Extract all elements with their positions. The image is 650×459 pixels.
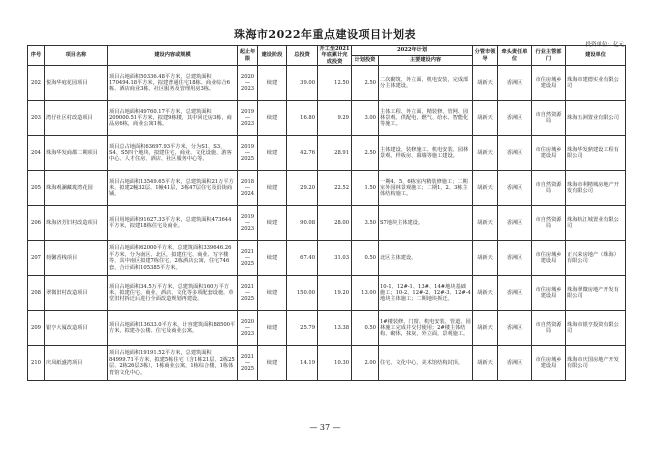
row-end-year: 2023	[240, 226, 255, 233]
row-seq: 207	[28, 241, 45, 276]
row-period-dash: —	[244, 360, 251, 367]
header-plan-invest: 计划投资	[352, 56, 379, 66]
row-plan-content: 一期4、5、6栋室内精装修施工；二期室外园林景观施工；二期1、2、3栋主体结构施工。	[379, 171, 473, 206]
header-cumulative: 开工至2021年底累计完成投资	[319, 46, 350, 65]
header-name: 项目名称	[45, 46, 108, 66]
row-start-year: 2019	[240, 109, 255, 116]
row-stage: 续建	[258, 136, 287, 171]
row-seq: 210	[28, 346, 45, 381]
table-row	[28, 66, 626, 101]
row-dept: 市自然资源局	[532, 206, 566, 241]
row-leader: 胡新天	[473, 241, 498, 276]
row-start-year: 2019	[240, 144, 255, 151]
row-leader: 胡新天	[473, 276, 498, 311]
row-period-dash: —	[244, 185, 251, 192]
row-end-year: 2025	[240, 296, 255, 303]
row-period	[238, 206, 258, 241]
row-name: 翠微旧村改造项目	[45, 276, 108, 311]
row-plan-invest: 2.50	[352, 136, 379, 171]
row-total: 14.19	[287, 346, 318, 381]
header-leader: 分管市领导	[473, 46, 498, 66]
row-plan-content: 1#楼装修、门窗、机电安装、管道、园林施工完成并交付使用；2#楼主体结构，砌体，抹灰，外立面，景观施工。	[379, 311, 473, 346]
table-row	[28, 206, 626, 241]
row-lead-unit: 香洲区	[498, 241, 532, 276]
row-dept: 市自然资源局	[532, 311, 566, 346]
header-content: 建设内容或规模	[108, 46, 238, 66]
row-total: 16.80	[287, 101, 318, 136]
row-total: 29.20	[287, 171, 318, 206]
row-content: 项目占地面积50336.48平方米，总建筑面积170494.18平方米，拟建普通住宅18栋、商业综合6栋、酒店商业3栋、社区服务及管理用房3栋。	[108, 66, 238, 101]
row-lead-unit: 香洲区	[498, 101, 532, 136]
row-name: 荷馨香栈项目	[45, 241, 108, 276]
row-cumulative: 10.30	[318, 346, 352, 381]
row-stage: 续建	[258, 241, 287, 276]
row-end-year: 2023	[240, 121, 255, 128]
row-period-dash: —	[244, 325, 251, 332]
row-plan-content: S7地块主体建设。	[379, 206, 473, 241]
row-name: 珠海观澜藏珑湾花园	[45, 171, 108, 206]
row-leader: 胡新天	[473, 311, 498, 346]
table-row	[28, 276, 626, 311]
row-plan-invest: 3.00	[352, 101, 379, 136]
row-plan-invest: 13.00	[352, 276, 379, 311]
row-lead-unit: 香洲区	[498, 171, 532, 206]
row-total: 39.00	[287, 66, 318, 101]
row-plan-content: 主体建设、装修施工、机电安装、园林景观、样板房、幕墙等施工建设。	[379, 136, 473, 171]
row-builder: 珠海五洲置业有限公司	[566, 101, 626, 136]
row-content: 项目总占地面积63697.93平方米，分为S1、S3、S4、S5四个地块，拟建住宅、商业、文化设施、游客中心、人才住房、酒店、社区服务中心等。	[108, 136, 238, 171]
row-start-year: 2021	[240, 249, 255, 256]
row-start-year: 2019	[240, 214, 255, 221]
row-builder: 正兴荣房地产（珠海）有限公司	[566, 241, 626, 276]
row-name: 珠海济芳旧村改造项目	[45, 206, 108, 241]
row-dept: 市自然资源局	[532, 101, 566, 136]
row-leader: 胡新天	[473, 171, 498, 206]
row-dept: 市住房城乡建设局	[532, 136, 566, 171]
header-stage: 建设阶段	[258, 46, 287, 66]
row-plan-content: 主体工程、外立面、精装修、管网、园林景观、供配电、燃气、给水、智能化等施工。	[379, 101, 473, 136]
row-content: 项目占地面积13549.65平方米，总建筑面积21万平方米，拟建2幢32层、1幢41层，3栋47层住宅及沿街商铺。	[108, 171, 238, 206]
row-total: 150.00	[287, 276, 318, 311]
row-period	[238, 241, 258, 276]
row-seq: 208	[28, 276, 45, 311]
row-stage: 续建	[258, 346, 287, 381]
header-seq: 序号	[28, 46, 45, 66]
row-dept: 市住房城乡建设局	[532, 66, 566, 101]
row-content: 项目占地面积49760.17平方米，总建筑面积209000.51平方米，拟建9栋楼，其中回迁房3栋，商品房6栋，商业公寓1栋。	[108, 101, 238, 136]
row-cumulative: 28.00	[318, 206, 352, 241]
row-seq: 204	[28, 136, 45, 171]
row-start-year: 2020	[240, 319, 255, 326]
row-plan-content: 10-1、12#-1、13#、14#地块基础施工；10-2、12#-2、12#-3、12#-4地块主体施工；二期地块拆迁。	[379, 276, 473, 311]
header-builder: 建设单位	[566, 46, 626, 66]
row-end-year: 2025	[240, 156, 255, 163]
row-content: 项目占地面积19191.52平方米，总建筑面积84999.71平方米，拟建5栋住宅（含1栋21层、2栋25层、2栋26层3栋），1栋商业公寓，1栋综合楼，1栋体育馆文化中心。	[108, 346, 238, 381]
header-period: 起止年限	[238, 46, 258, 66]
page-title: 珠海市2022年重点建设项目计划表	[233, 28, 417, 41]
row-lead-unit: 香洲区	[498, 276, 532, 311]
row-lead-unit: 香洲区	[498, 206, 532, 241]
row-lead-unit: 香洲区	[498, 66, 532, 101]
row-total: 42.76	[287, 136, 318, 171]
header-plan-content: 主要建设内容	[379, 56, 473, 66]
project-table	[27, 45, 626, 381]
row-dept: 市住房城乡建设局	[532, 241, 566, 276]
row-builder: 珠海翠微房地产开发有限公司	[566, 276, 626, 311]
row-plan-content: 北区主体建设。	[379, 241, 473, 276]
row-cumulative: 22.52	[318, 171, 352, 206]
table-row	[28, 136, 626, 171]
row-lead-unit: 香洲区	[498, 311, 532, 346]
table-row	[28, 101, 626, 136]
row-builder: 珠海市银亨投资有限公司	[566, 311, 626, 346]
row-plan-invest: 2.50	[352, 66, 379, 101]
row-plan-invest: 2.00	[352, 346, 379, 381]
row-end-year: 2023	[240, 86, 255, 93]
row-seq: 206	[28, 206, 45, 241]
row-cumulative: 19.20	[318, 276, 352, 311]
row-plan-invest: 1.50	[352, 171, 379, 206]
row-stage: 续建	[258, 66, 287, 101]
row-end-year: 2023	[240, 331, 255, 338]
row-cumulative: 13.38	[318, 311, 352, 346]
row-name: 庆凤纸盛湾项目	[45, 346, 108, 381]
row-period	[238, 276, 258, 311]
row-cumulative: 9.29	[318, 101, 352, 136]
row-dept: 市住房城乡建设局	[532, 276, 566, 311]
row-start-year: 2021	[240, 354, 255, 361]
row-leader: 胡新天	[473, 206, 498, 241]
row-seq: 203	[28, 101, 45, 136]
row-builder: 珠海市利精城房地产开发有限公司	[566, 171, 626, 206]
row-period	[238, 346, 258, 381]
row-seq: 205	[28, 171, 45, 206]
row-period	[238, 66, 258, 101]
row-plan-invest: 0.50	[352, 311, 379, 346]
row-leader: 胡新天	[473, 66, 498, 101]
row-leader: 胡新天	[473, 346, 498, 381]
row-period-dash: —	[244, 290, 251, 297]
row-cumulative: 31.03	[318, 241, 352, 276]
row-plan-content: 二次砌筑、外立面、机电安装，完成部分主体建设。	[379, 66, 473, 101]
investment-unit-note: 投资单位：亿元	[585, 42, 624, 48]
row-builder: 珠海市庆国房地产开发有限公司	[566, 346, 626, 381]
row-plan-invest: 3.50	[352, 206, 379, 241]
row-name: 悦海华庭花园项目	[45, 66, 108, 101]
row-seq: 202	[28, 66, 45, 101]
row-builder: 珠海华发鼎建设工程有限公司	[566, 136, 626, 171]
row-period-dash: —	[244, 220, 251, 227]
row-start-year: 2021	[240, 284, 255, 291]
row-plan-content: 住宅、文化中心、美术馆结构封顶。	[379, 346, 473, 381]
row-leader: 胡新天	[473, 101, 498, 136]
row-period	[238, 136, 258, 171]
row-stage: 续建	[258, 101, 287, 136]
row-end-year: 2025	[240, 366, 255, 373]
row-start-year: 2018	[240, 179, 255, 186]
page-number: — 37 —	[309, 423, 341, 432]
row-builder: 珠海市建德实业有限公司	[566, 66, 626, 101]
row-period	[238, 171, 258, 206]
row-content: 项目占地面积62000平方米，总建筑面积339646.26平方米，分为南区、北区，拟建住宅、商业、写字楼等，其中南区拟建7栋住宅，2栋酒店公寓，住宅746套，合计面积105385平方米。	[108, 241, 238, 276]
header-lead-unit: 牵头责任单位	[498, 46, 532, 66]
row-period-dash: —	[244, 150, 251, 157]
row-stage: 续建	[258, 206, 287, 241]
row-period-dash: —	[244, 115, 251, 122]
row-name: 珠海华发商都二期项目	[45, 136, 108, 171]
row-stage: 续建	[258, 276, 287, 311]
row-end-year: 2025	[240, 261, 255, 268]
row-end-year: 2024	[240, 191, 255, 198]
row-lead-unit: 香洲区	[498, 346, 532, 381]
row-cumulative: 28.91	[318, 136, 352, 171]
row-seq: 209	[28, 311, 45, 346]
row-period	[238, 311, 258, 346]
table-row	[28, 311, 626, 346]
row-name: 银亨大厦改造项目	[45, 311, 108, 346]
row-cumulative: 12.50	[318, 66, 352, 101]
row-period	[238, 101, 258, 136]
row-total: 90.08	[287, 206, 318, 241]
row-stage: 续建	[258, 311, 287, 346]
table-row	[28, 171, 626, 206]
row-dept: 市自然资源局	[532, 171, 566, 206]
row-content: 项目占地面积34.5万平方米，总建筑面积160万平方米，拟建住宅、商业、酒店、文化等多项配套设施，草堂旧村拆迁后进行全面改造规划再建设。	[108, 276, 238, 311]
row-period-dash: —	[244, 255, 251, 262]
table-row	[28, 241, 626, 276]
table-row	[28, 346, 626, 381]
row-leader: 胡新天	[473, 136, 498, 171]
row-builder: 珠海杭江城置业有限公司	[566, 206, 626, 241]
row-total: 25.79	[287, 311, 318, 346]
row-content: 项目占地面积13633.0平方米，计容建筑面积88500平方米，拟建办公楼、住宅及商业公寓。	[108, 311, 238, 346]
row-period-dash: —	[244, 80, 251, 87]
header-plan-group: 2022年计划	[352, 46, 473, 56]
row-dept: 市住房城乡建设局	[532, 346, 566, 381]
row-name: 湾仔社区村改造项目	[45, 101, 108, 136]
header-total: 总投资	[287, 46, 318, 66]
row-start-year: 2020	[240, 74, 255, 81]
row-total: 67.40	[287, 241, 318, 276]
row-plan-invest: 0.50	[352, 241, 379, 276]
row-content: 项目用地面积91627.33平方米，总建筑面积473644平方米，拟建18栋住宅及商业。	[108, 206, 238, 241]
row-lead-unit: 香洲区	[498, 136, 532, 171]
header-dept: 行业主管部门	[532, 46, 566, 66]
row-stage: 续建	[258, 171, 287, 206]
